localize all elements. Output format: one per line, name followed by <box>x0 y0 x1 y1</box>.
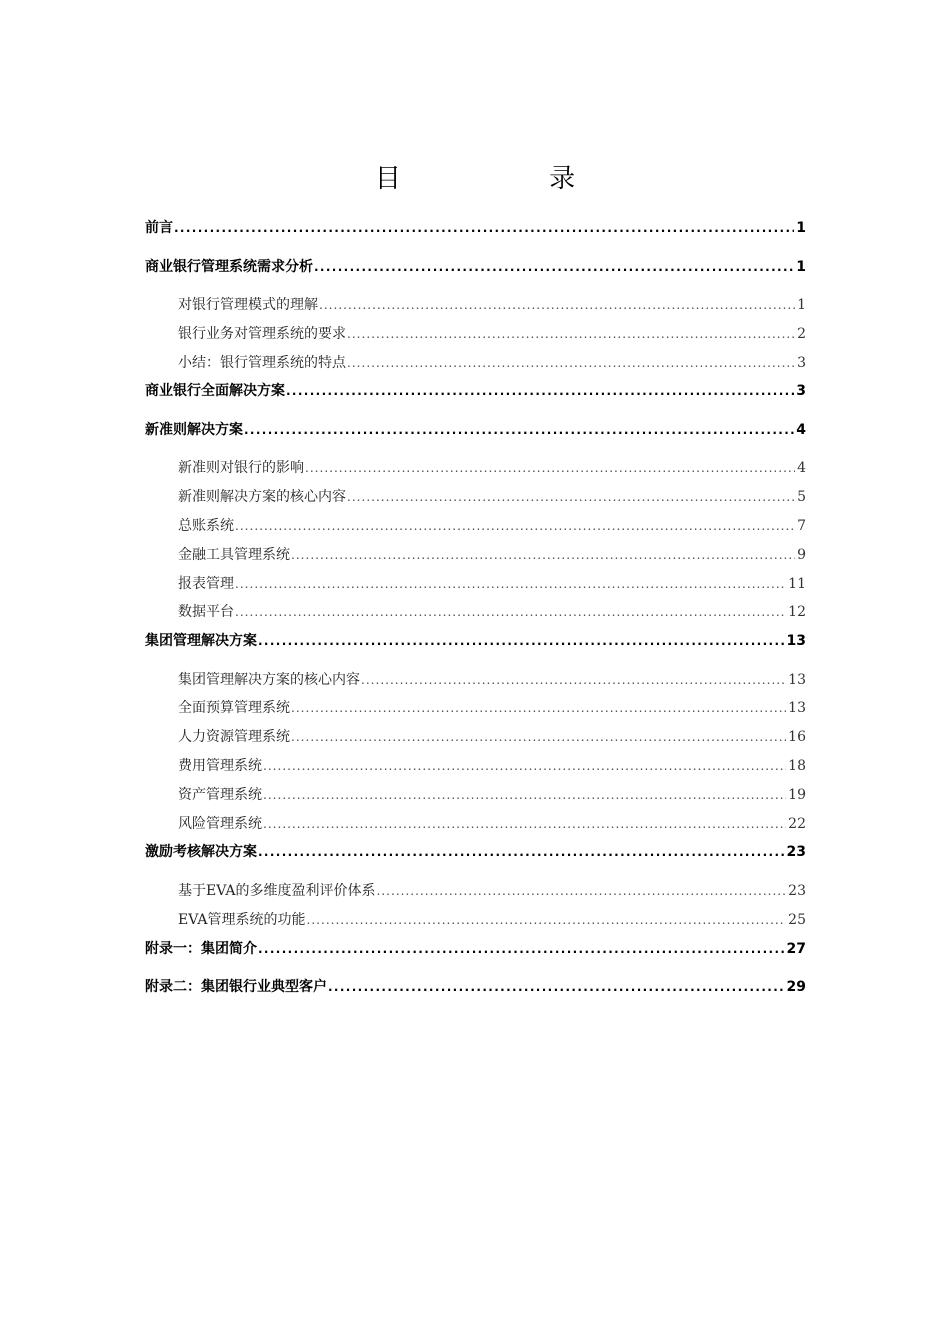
dot-leader <box>235 570 786 598</box>
toc-entry[interactable] <box>145 935 806 974</box>
toc-entry-page: 1 <box>796 258 806 275</box>
toc-subentry[interactable] <box>145 483 806 512</box>
toc-entry-label: 数据平台 <box>178 604 234 621</box>
dot-leader <box>377 877 787 905</box>
toc-entry[interactable] <box>145 627 806 666</box>
toc-entry-page: 4 <box>796 421 806 438</box>
toc-entry[interactable] <box>145 416 806 455</box>
toc-entry-page: 1 <box>796 220 806 236</box>
toc-entry-page: 7 <box>797 517 806 534</box>
dot-leader <box>263 781 786 809</box>
dot-leader <box>244 416 794 444</box>
toc-entry-page: 13 <box>788 700 806 717</box>
toc-entry-label: 报表管理 <box>178 575 234 592</box>
toc-entry[interactable] <box>145 214 806 253</box>
toc-subentry[interactable] <box>145 723 806 752</box>
toc-entry-label: 基于EVA的多维度盈利评价体系 <box>178 882 376 899</box>
dot-leader <box>258 838 785 866</box>
toc-subentry[interactable] <box>145 666 806 695</box>
toc-entry[interactable] <box>145 973 806 1012</box>
toc-title: 目 录 <box>374 164 646 194</box>
dot-leader <box>263 752 786 780</box>
dot-leader <box>291 541 795 569</box>
toc-entry-label: 资产管理系统 <box>178 786 262 803</box>
toc-entry-page: 27 <box>786 940 806 957</box>
toc-entry-label: 集团管理解决方案 <box>145 633 257 650</box>
dot-leader <box>235 512 795 540</box>
toc-entry-label: 新准则解决方案 <box>145 421 243 438</box>
dot-leader <box>347 483 795 511</box>
toc-entry-label: 费用管理系统 <box>178 758 262 775</box>
toc-entry-page: 25 <box>788 911 806 928</box>
toc-entry-page: 11 <box>788 575 806 592</box>
toc-subentry[interactable] <box>145 541 806 570</box>
toc-entry-page: 9 <box>797 546 806 563</box>
toc-entry-label: 附录一：集团简介 <box>145 940 257 957</box>
toc-entry[interactable] <box>145 838 806 877</box>
toc-entry-page: 18 <box>788 758 806 775</box>
toc-entry-label: 总账系统 <box>178 517 234 534</box>
toc-entry-label: 银行业务对管理系统的要求 <box>178 325 346 342</box>
dot-leader <box>305 454 795 482</box>
toc-entry-label: 新准则对银行的影响 <box>178 460 304 477</box>
toc-entry-page: 1 <box>797 297 806 313</box>
dot-leader <box>291 723 786 751</box>
toc-entry-label: 商业银行管理系统需求分析 <box>145 258 313 275</box>
toc-entry-label: 附录二：集团银行业典型客户 <box>145 979 327 996</box>
toc-subentry[interactable] <box>145 810 806 839</box>
toc-entry-page: 5 <box>797 489 806 506</box>
toc-entry-label: 商业银行全面解决方案 <box>145 383 285 400</box>
dot-leader <box>258 935 785 963</box>
dot-leader <box>286 377 794 405</box>
toc-entry-page: 23 <box>786 844 806 861</box>
toc-entry-page: 3 <box>797 354 806 371</box>
toc-entry-page: 3 <box>796 383 806 400</box>
toc-subentry[interactable] <box>145 454 806 483</box>
toc-entry-page: 29 <box>786 979 806 996</box>
toc-entry-page: 13 <box>788 671 806 688</box>
toc-subentry[interactable] <box>145 781 806 810</box>
table-of-contents <box>145 214 806 1012</box>
toc-entry-page: 16 <box>788 729 806 746</box>
toc-entry-label: 集团管理解决方案的核心内容 <box>178 671 360 688</box>
toc-entry-page: 4 <box>797 460 806 477</box>
toc-entry-label: 风险管理系统 <box>178 815 262 832</box>
dot-leader <box>314 253 794 281</box>
toc-entry[interactable] <box>145 377 806 416</box>
toc-entry-label: 人力资源管理系统 <box>178 729 290 746</box>
toc-subentry[interactable] <box>145 291 806 320</box>
toc-entry-page: 2 <box>797 325 806 342</box>
dot-leader <box>291 694 786 722</box>
toc-entry-label: EVA管理系统的功能 <box>178 911 306 928</box>
toc-entry-page: 22 <box>788 815 806 832</box>
toc-entry-label: 金融工具管理系统 <box>178 546 290 563</box>
dot-leader <box>319 291 795 319</box>
toc-subentry[interactable] <box>145 598 806 627</box>
toc-subentry[interactable] <box>145 694 806 723</box>
toc-subentry[interactable] <box>145 512 806 541</box>
toc-entry-label: 激励考核解决方案 <box>145 844 257 861</box>
dot-leader <box>307 906 787 934</box>
dot-leader <box>361 666 786 694</box>
dot-leader <box>347 320 795 348</box>
toc-entry-page: 19 <box>788 786 806 803</box>
dot-leader <box>347 349 795 377</box>
toc-entry-label: 小结：银行管理系统的特点 <box>178 354 346 371</box>
toc-subentry[interactable] <box>145 349 806 378</box>
dot-leader <box>174 214 794 242</box>
dot-leader <box>258 627 785 655</box>
dot-leader <box>328 973 785 1001</box>
toc-subentry[interactable] <box>145 906 806 935</box>
toc-entry-page: 23 <box>788 882 806 899</box>
toc-subentry[interactable] <box>145 320 806 349</box>
dot-leader <box>263 810 786 838</box>
toc-subentry[interactable] <box>145 877 806 906</box>
toc-entry[interactable] <box>145 253 806 292</box>
toc-entry-label: 新准则解决方案的核心内容 <box>178 489 346 506</box>
toc-entry-label: 全面预算管理系统 <box>178 700 290 717</box>
toc-entry-page: 12 <box>788 604 806 621</box>
toc-entry-label: 对银行管理模式的理解 <box>178 297 318 313</box>
toc-entry-page: 13 <box>786 633 806 650</box>
toc-subentry[interactable] <box>145 570 806 599</box>
toc-entry-label: 前言 <box>145 220 173 236</box>
dot-leader <box>235 598 786 626</box>
toc-subentry[interactable] <box>145 752 806 781</box>
